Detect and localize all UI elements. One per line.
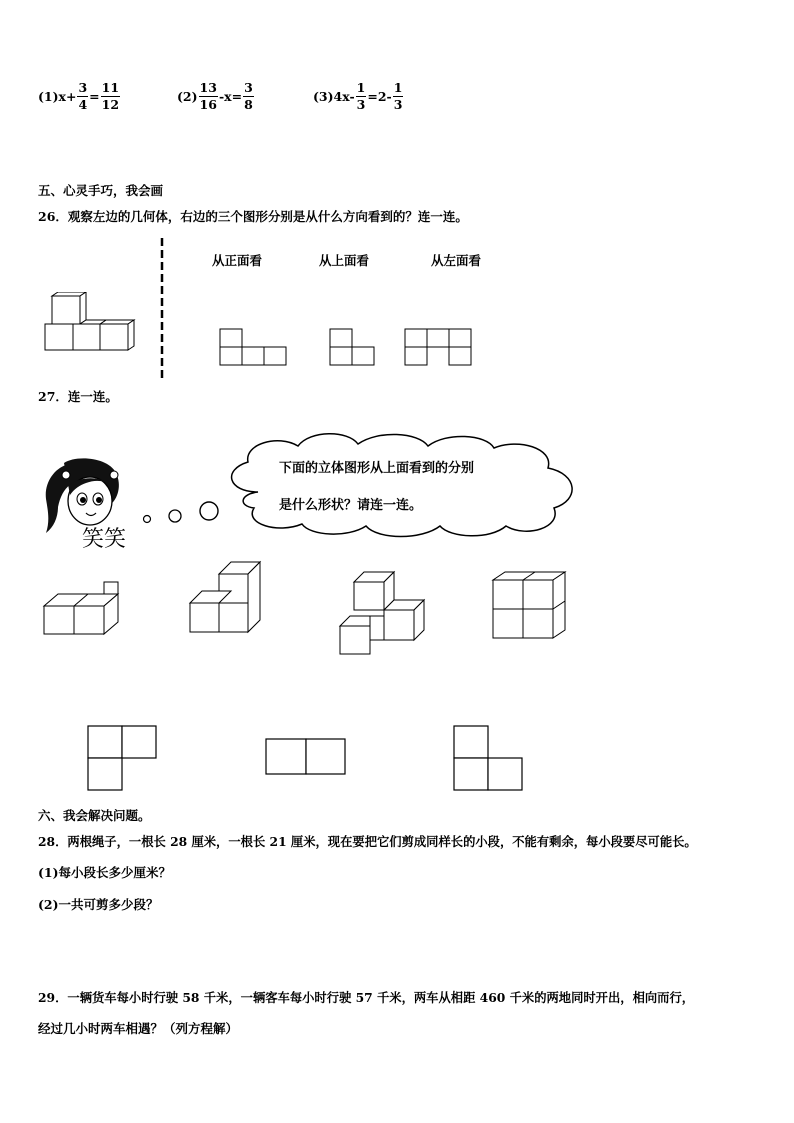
fraction: $\frac{3}{8}$ [244, 80, 253, 112]
view-label-front: 从正面看 [212, 253, 263, 268]
thought-bubbles [138, 498, 222, 528]
view-label-top: 从上面看 [319, 253, 370, 268]
cloud-text-line-1: 下面的立体图形从上面看到的分别 [279, 461, 475, 476]
question-28-text: 28．两根绳子，一根长 28 厘米，一根长 21 厘米，现在要把它们剪成同样长的小段，不能有剩余，每小段要尽可能长。 [38, 834, 697, 849]
girl-name-label: 笑笑 [82, 527, 127, 552]
view-shape-3 [404, 328, 474, 368]
fraction: $\frac{3}{4}$ [78, 80, 88, 112]
question-27-text: 27．连一连。 [38, 389, 118, 404]
q27-solid-3 [338, 570, 426, 658]
q26-solid-figure [40, 292, 142, 352]
question-29-line-1: 29．一辆货车每小时行驶 58 千米，一辆客车每小时行驶 57 千米，两车从相距 460 千米的两地同时开出，相向而行， [38, 990, 695, 1005]
q27-view-3 [453, 725, 525, 791]
question-28-sub-2: (2)一共可剪多少段？ [38, 897, 159, 912]
q27-view-2 [265, 738, 347, 776]
dashed-divider [159, 238, 165, 380]
question-29-line-2: 经过几小时两车相遇？（列方程解） [38, 1021, 239, 1036]
section-6-title: 六、我会解决问题。 [38, 808, 151, 823]
view-label-left: 从左面看 [431, 253, 482, 268]
section-5-title: 五、心灵手巧，我会画 [38, 183, 164, 198]
speech-cloud [218, 430, 584, 540]
q27-solid-4 [491, 570, 569, 640]
q27-view-1 [87, 725, 159, 791]
question-26-text: 26．观察左边的几何体，右边的三个图形分别是从什么方向看到的？连一连。 [38, 209, 468, 224]
view-shape-1 [219, 328, 289, 368]
fraction: $\frac{1}{3}$ [393, 80, 403, 112]
question-28-sub-1: (1)每小段长多少厘米？ [38, 865, 172, 880]
equation-3: (3)4x- $\frac{1}{3}$ =2- $\frac{1}{3}$ [313, 80, 403, 112]
cloud-text-line-2: 是什么形状？请连一连。 [279, 498, 423, 513]
fraction: $\frac{13}{16}$ [199, 80, 217, 112]
equation-1: (1)x+ $\frac{3}{4}$ = $\frac{11}{12}$ [38, 80, 120, 112]
view-shape-2 [329, 328, 377, 368]
equation-2: (2) $\frac{13}{16}$ -x= $\frac{3}{8}$ [177, 80, 253, 112]
q27-solid-1 [42, 578, 124, 636]
fraction: $\frac{11}{12}$ [101, 80, 120, 112]
fraction: $\frac{1}{3}$ [356, 80, 366, 112]
q27-solid-2 [188, 560, 264, 634]
